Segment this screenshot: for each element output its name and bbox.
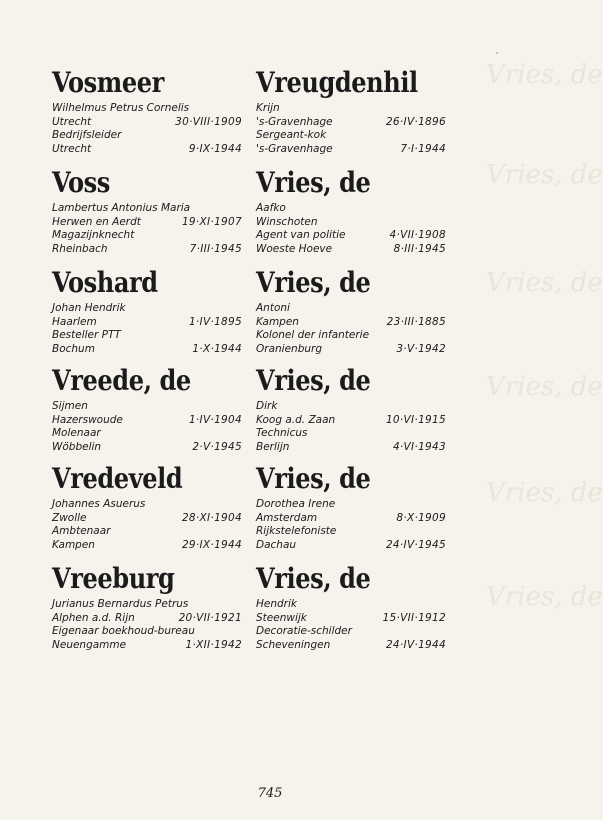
entry-line-text: Alphen a.d. Rijn [52, 611, 135, 624]
entry-line [256, 343, 446, 357]
entry-line [256, 539, 446, 553]
entry-line [52, 329, 242, 343]
entry-line-date: 8·X·1909 [396, 511, 446, 524]
entry-line-date: 28·XI·1904 [181, 511, 242, 524]
entry-line [256, 329, 446, 343]
entry-line-text: Eigenaar boekhoud-bureau [52, 625, 195, 637]
entry-line-text: Berlijn [256, 440, 290, 453]
entry-line-date: 24·IV·1945 [385, 538, 446, 551]
entry-line-text: Lambertus Antonius Maria [52, 202, 191, 214]
entry-line [256, 441, 446, 455]
entry-line-text: Rijkstelefoniste [256, 525, 337, 537]
entry-line [256, 116, 446, 130]
entry-line [256, 498, 446, 512]
entry-line-text: Johan Hendrik [52, 302, 126, 314]
memorial-entry [52, 364, 242, 454]
entry-line [256, 143, 446, 157]
entry-line [256, 243, 446, 257]
memorial-entry [52, 266, 242, 356]
entry-line-text: Hendrik [256, 598, 297, 610]
entry-line [256, 525, 446, 539]
entry-line [256, 625, 446, 639]
entry-line-date: 8·III·1945 [393, 242, 446, 255]
entry-line [256, 612, 446, 626]
entry-line-text: Kampen [256, 315, 299, 328]
entry-line-date: 7·I·1944 [400, 142, 446, 155]
entry-line [256, 302, 446, 316]
entry-line [256, 598, 446, 612]
entry-line [52, 498, 242, 512]
entry-line-text: Dachau [256, 538, 297, 551]
entry-line [256, 229, 446, 243]
entry-line-date: 1·XII·1942 [185, 638, 242, 651]
entry-line-date: 20·VII·1921 [178, 611, 242, 624]
entry-line [52, 302, 242, 316]
entry-line [52, 229, 242, 243]
entry-line-text: Bedrijfsleider [52, 129, 122, 141]
entry-line [52, 143, 242, 157]
memorial-entry [256, 562, 446, 652]
entry-line [256, 512, 446, 526]
entry-line-date: 29·IX·1944 [181, 538, 242, 551]
entry-surname: Vries, de [256, 562, 371, 595]
entry-line-text: Technicus [256, 427, 308, 439]
entry-line-text: Johannes Asuerus [52, 498, 146, 510]
entry-surname: Vreeburg [52, 562, 175, 595]
entry-line-text: Rheinbach [52, 242, 108, 255]
entry-line-text: Aafko [256, 202, 286, 214]
entry-line-text: Antoni [256, 302, 290, 314]
memorial-entry [52, 462, 242, 552]
entry-line-date: 9·IX·1944 [188, 142, 242, 155]
entry-line [256, 316, 446, 330]
entry-line-text: Kolonel der infanterie [256, 329, 370, 341]
entry-line-text: Sijmen [52, 400, 88, 412]
entry-line [52, 343, 242, 357]
entry-line [52, 539, 242, 553]
entry-line [256, 400, 446, 414]
entry-line [256, 639, 446, 653]
entry-line-date: 3·V·1942 [396, 342, 446, 355]
entry-line [52, 525, 242, 539]
entry-line [52, 612, 242, 626]
entry-line-date: 23·III·1885 [386, 315, 446, 328]
entry-line-text: Molenaar [52, 427, 101, 439]
left-column [52, 66, 242, 652]
entry-line-date: 24·IV·1944 [385, 638, 446, 651]
entry-line-text: Bochum [52, 342, 95, 355]
entry-line-text: Besteller PTT [52, 329, 121, 341]
entry-surname: Vries, de [256, 364, 371, 397]
entry-line [256, 216, 446, 230]
entry-line-text: Neuengamme [52, 638, 127, 651]
entry-surname: Vredeveld [52, 462, 183, 495]
entry-line-date: 19·XI·1907 [181, 215, 242, 228]
entry-line-date: 7·III·1945 [189, 242, 242, 255]
entry-line [52, 400, 242, 414]
entry-line [52, 102, 242, 116]
entry-line [52, 512, 242, 526]
entry-line-text: Koog a.d. Zaan [256, 413, 336, 426]
entry-line [256, 414, 446, 428]
entry-line-text: Amsterdam [256, 511, 318, 524]
entry-line-text: Scheveningen [256, 638, 331, 651]
entry-line [52, 427, 242, 441]
entry-line [256, 129, 446, 143]
entry-line-date: 15·VII·1912 [382, 611, 446, 624]
entry-line-date: 4·VI·1943 [392, 440, 446, 453]
entry-line-text: Kampen [52, 538, 95, 551]
entry-line-text: Wilhelmus Petrus Cornelis [52, 102, 190, 114]
entry-line-text: Dorothea Irene [256, 498, 336, 510]
entry-line-date: 1·X·1944 [192, 342, 242, 355]
entry-line [52, 625, 242, 639]
memorial-entry [52, 66, 242, 156]
memorial-entry [256, 66, 446, 156]
entry-line-text: 's-Gravenhage [256, 142, 333, 155]
entry-line [52, 639, 242, 653]
entry-surname: Vosmeer [52, 66, 164, 99]
entry-line-text: Krijn [256, 102, 280, 114]
entry-line-text: Steenwijk [256, 611, 307, 624]
entry-line-text: Jurianus Bernardus Petrus [52, 598, 189, 610]
entry-line-text: Woeste Hoeve [256, 242, 333, 255]
entry-line-text: Sergeant-kok [256, 129, 327, 141]
entry-line [256, 427, 446, 441]
entry-line-date: 1·IV·1904 [188, 413, 242, 426]
entry-surname: Vreugdenhil [256, 66, 418, 99]
entry-line [52, 598, 242, 612]
memorial-entry [256, 166, 446, 256]
entry-line [52, 316, 242, 330]
entry-line-text: Ambtenaar [52, 525, 111, 537]
entry-surname: Vries, de [256, 462, 371, 495]
entry-surname: Voshard [52, 266, 158, 299]
entry-line-date: 2·V·1945 [192, 440, 242, 453]
entry-line-date: 4·VII·1908 [389, 229, 446, 241]
entry-line [52, 129, 242, 143]
entry-line-text: Utrecht [52, 142, 92, 155]
entry-line-text: Magazijnknecht [52, 229, 135, 241]
memorial-entry [52, 562, 242, 652]
memorial-entry [52, 166, 242, 256]
entry-line [52, 202, 242, 216]
show-through-text: Vries, de Vries, de Vries, de Vries, de Vries, de Vries, de [486, 60, 603, 612]
entry-line-date: 30·VIII·1909 [175, 115, 242, 128]
entry-line [256, 102, 446, 116]
entry-line-text: Dirk [256, 400, 278, 412]
memorial-entry [256, 266, 446, 356]
entry-line-text: Winschoten [256, 215, 318, 228]
page-number: 745 [257, 786, 283, 801]
entry-line-text: 's-Gravenhage [256, 115, 333, 128]
right-column [256, 66, 446, 652]
entry-surname: Vries, de [256, 266, 371, 299]
entry-line [52, 116, 242, 130]
entry-line-date: 10·VI·1915 [385, 413, 446, 426]
entry-line [52, 441, 242, 455]
memorial-entry [256, 462, 446, 552]
entry-line-text: Oranienburg [256, 342, 323, 355]
memorial-entry [256, 364, 446, 454]
entry-line-text: Utrecht [52, 115, 92, 128]
entry-line-text: Agent van politie [256, 229, 346, 241]
entry-line-date: 1·IV·1895 [188, 315, 242, 328]
entry-surname: Vreede, de [52, 364, 191, 397]
entry-line-date: 26·IV·1896 [385, 115, 446, 128]
entry-line-text: Wöbbelin [52, 440, 102, 453]
entry-line [52, 243, 242, 257]
entry-line-text: Decoratie-schilder [256, 625, 352, 637]
entry-line-text: Zwolle [52, 511, 87, 524]
entry-line-text: Herwen en Aerdt [52, 215, 141, 228]
entry-line [256, 202, 446, 216]
entry-line [52, 414, 242, 428]
entry-line-text: Hazerswoude [52, 413, 123, 426]
entry-line-text: Haarlem [52, 315, 97, 328]
entry-surname: Voss [52, 166, 110, 199]
entry-line [52, 216, 242, 230]
entry-surname: Vries, de [256, 166, 371, 199]
